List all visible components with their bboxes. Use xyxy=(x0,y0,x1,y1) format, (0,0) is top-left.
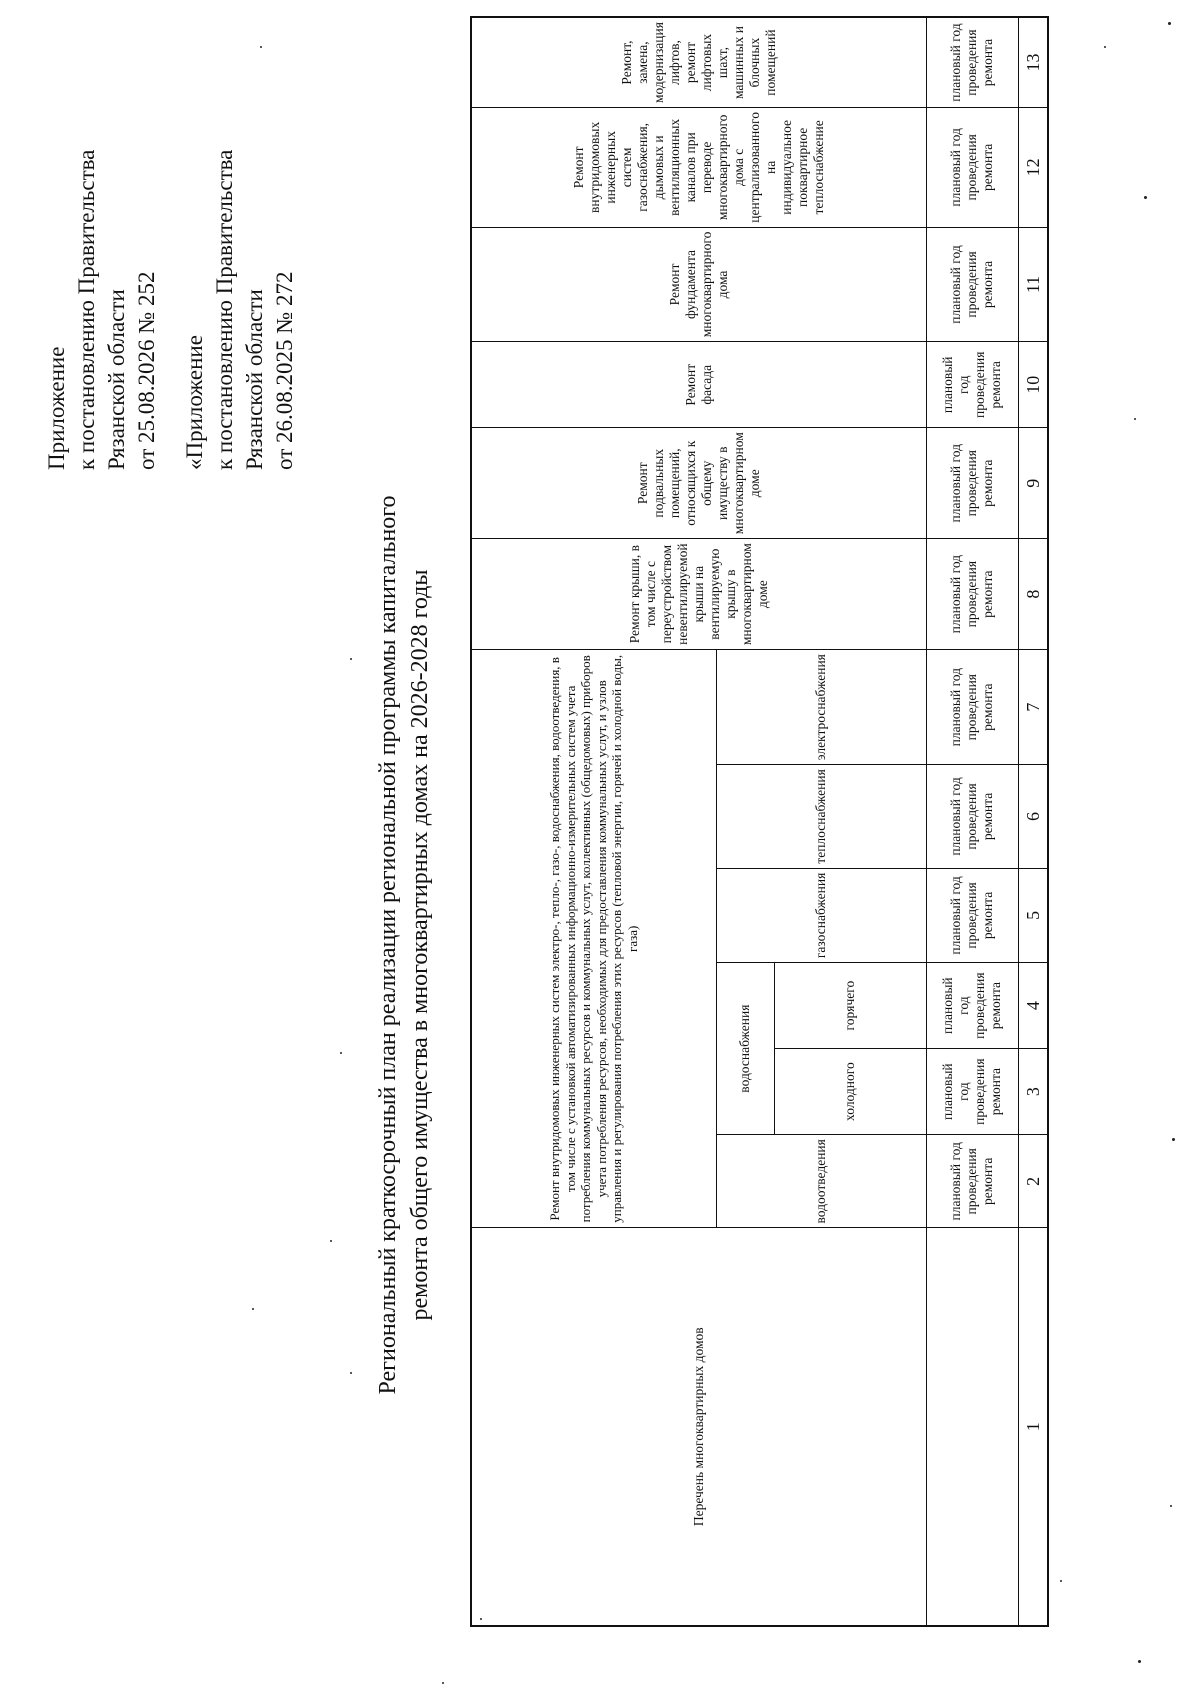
column-number: 1 xyxy=(1018,1228,1048,1626)
sub-header-heat: теплоснабжения xyxy=(716,765,926,868)
scan-speck xyxy=(350,658,352,660)
sub-header-electric: электроснабжения xyxy=(716,650,926,765)
plan-table xyxy=(470,16,1049,1627)
scan-speck xyxy=(1138,1660,1141,1663)
column-number: 10 xyxy=(1018,342,1048,428)
year-label-cell xyxy=(926,1228,1018,1626)
col-header-roof: Ремонт крыши, в том числе с переустройством невентилируемой крыши на вентилируемую крышу в многоквартирном доме xyxy=(471,539,926,650)
year-label-cell: плановый год проведения ремонта xyxy=(926,428,1018,539)
column-number: 11 xyxy=(1018,227,1048,342)
column-number: 13 xyxy=(1018,17,1048,107)
year-label-cell: плановый год проведения ремонта xyxy=(926,868,1018,962)
stamp-line: Рязанской области xyxy=(104,289,129,470)
scan-speck xyxy=(1060,1580,1062,1582)
sub-header-hot: горячего xyxy=(774,963,926,1049)
col-header-gas-ventilation: Ремонт внутридомовых инженерных систем газоснабжения, дымовых и вентиляционных каналов при переводе многоквартирного дома с централизованного на индивидуальное поквартирное теплоснабжение xyxy=(471,108,926,228)
col-header-basement: Ремонт подвальных помещений, относящихся к общему имуществу в многоквартирном доме xyxy=(471,428,926,539)
col-header-facade: Ремонт фасада xyxy=(471,342,926,428)
year-label-cell: плановый год проведения ремонта xyxy=(926,227,1018,342)
column-number: 4 xyxy=(1018,963,1048,1049)
column-number: 3 xyxy=(1018,1049,1048,1135)
scan-speck xyxy=(350,1372,352,1374)
document-title xyxy=(372,355,436,1535)
scan-speck xyxy=(480,1618,482,1620)
year-label-cell: плановый год проведения ремонта xyxy=(926,963,1018,1049)
column-number: 5 xyxy=(1018,868,1048,962)
column-number: 7 xyxy=(1018,650,1048,765)
scan-speck xyxy=(330,1240,332,1242)
stamp-line: Приложение xyxy=(44,346,69,470)
sub-header-water-supply: водоснабжения xyxy=(716,963,774,1135)
stamp-line: к постановлению Правительства xyxy=(74,149,99,470)
title-line: Региональный краткосрочный план реализации региональной программы капитального xyxy=(375,495,401,1395)
scan-speck xyxy=(1172,1138,1175,1141)
column-number: 8 xyxy=(1018,539,1048,650)
col-header-houses: Перечень многоквартирных домов xyxy=(471,1228,926,1626)
scan-speck xyxy=(260,46,262,48)
scan-speck xyxy=(1134,418,1136,420)
year-label-cell: плановый год проведения ремонта xyxy=(926,765,1018,868)
column-number: 9 xyxy=(1018,428,1048,539)
stamp-line: от 25.08.2026 № 252 xyxy=(134,271,159,470)
stamp-line: «Приложение xyxy=(182,335,207,470)
year-label-cell: плановый год проведения ремонта xyxy=(926,650,1018,765)
scan-speck xyxy=(1144,196,1147,199)
col-header-foundation: Ремонт фундамента многоквартирного дома xyxy=(471,227,926,342)
year-label-cell: плановый год проведения ремонта xyxy=(926,108,1018,228)
year-label-cell: плановый год проведения ремонта xyxy=(926,1135,1018,1228)
year-label-cell: плановый год проведения ремонта xyxy=(926,17,1018,107)
scan-speck xyxy=(1104,46,1106,48)
approval-stamp-previous xyxy=(180,150,300,470)
scan-speck xyxy=(252,1308,254,1310)
sub-header-water-disposal: водоотведения xyxy=(716,1135,926,1228)
year-label-cell: плановый год проведения ремонта xyxy=(926,539,1018,650)
sub-header-gas: газоснабжения xyxy=(716,868,926,962)
scan-speck xyxy=(1168,22,1171,25)
title-line: ремонта общего имущества в многоквартирных домах на 2026-2028 годы xyxy=(407,569,433,1321)
year-label-cell: плановый год проведения ремонта xyxy=(926,342,1018,428)
scan-speck xyxy=(340,1052,342,1054)
stamp-line: Рязанской области xyxy=(242,289,267,470)
sub-header-cold: холодного xyxy=(774,1049,926,1135)
scan-speck xyxy=(1170,1505,1172,1507)
col-header-elevators: Ремонт, замена, модернизация лифтов, ремонт лифтовых шахт, машинных и блочных помещений xyxy=(471,17,926,107)
column-number: 2 xyxy=(1018,1135,1048,1228)
column-number: 6 xyxy=(1018,765,1048,868)
stamp-line: от 26.08.2025 № 272 xyxy=(272,271,297,470)
col-header-engineering-systems: Ремонт внутридомовых инженерных систем электро-, тепло-, газо-, водоснабжения, водоотведения, в том числе с установкой автоматизированных информационно-измерительных систем учета потребления коммунальных ресурсов и коммунальных услут, коллективных (общедомовых) приборов учета потребления ресурсов, необходимых для предоставления коммунальных услут, и узлов управления и регулирования потребления этих ресурсов (тепловой энергии, горячей и холодной воды, газа) xyxy=(471,650,716,1228)
column-number: 12 xyxy=(1018,108,1048,228)
year-label-cell: плановый год проведения ремонта xyxy=(926,1049,1018,1135)
scan-speck xyxy=(442,1682,444,1684)
approval-stamp-current xyxy=(42,150,162,470)
stamp-line: к постановлению Правительства xyxy=(212,149,237,470)
